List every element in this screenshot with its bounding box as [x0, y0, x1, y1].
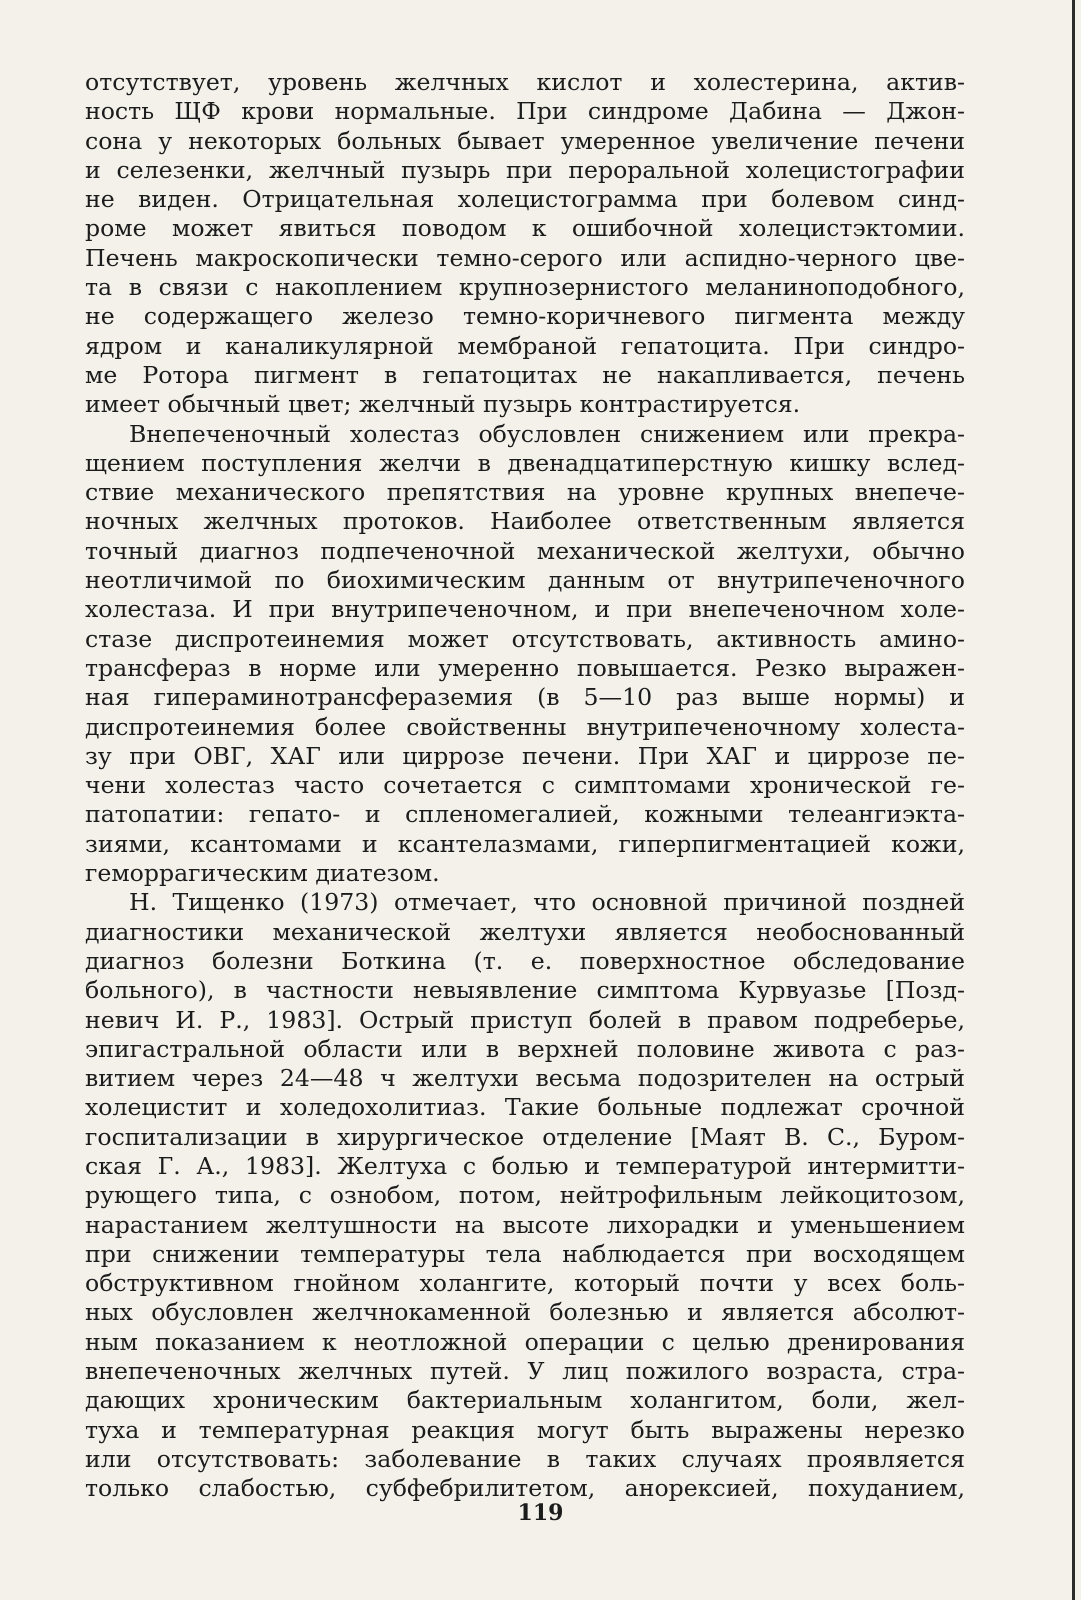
text-line: больного), в частности невыявление симптома Курвуазье [Позд- [85, 976, 965, 1005]
text-line: точный диагноз подпеченочной механической желтухи, обычно [85, 536, 965, 565]
page-edge [1072, 0, 1075, 1600]
text-line: ядром и каналикулярной мембраной гепатоцита. При синдро- [85, 331, 965, 360]
text-line: дающих хроническим бактериальным холангитом, боли, жел- [85, 1386, 965, 1415]
text-line: при снижении температуры тела наблюдается при восходящем [85, 1239, 965, 1268]
text-line: внепеченочных желчных путей. У лиц пожилого возраста, стра- [85, 1357, 965, 1386]
text-line: стазе диспротеинемия может отсутствовать, активность амино- [85, 624, 965, 653]
text-line: эпигастральной области или в верхней половине живота с раз- [85, 1034, 965, 1063]
text-line: не виден. Отрицательная холецистограмма при болевом синд- [85, 185, 965, 214]
body-text [85, 68, 965, 1504]
text-line: витием через 24—48 ч желтухи весьма подозрителен на острый [85, 1064, 965, 1093]
paragraph-2 [85, 420, 965, 889]
text-line: зу при ОВГ, ХАГ или циррозе печени. При ХАГ и циррозе пе- [85, 741, 965, 770]
text-line: не содержащего железо темно-коричневого пигмента между [85, 302, 965, 331]
text-line: ская Г. А., 1983]. Желтуха с болью и температурой интермитти- [85, 1151, 965, 1180]
text-line: ных обусловлен желчнокаменной болезнью и является абсолют- [85, 1298, 965, 1327]
page-number: 119 [517, 1500, 564, 1526]
text-line: рующего типа, с ознобом, потом, нейтрофильным лейкоцитозом, [85, 1181, 965, 1210]
text-line: холецистит и холедохолитиаз. Такие больные подлежат срочной [85, 1093, 965, 1122]
text-line: диагноз болезни Боткина (т. е. поверхностное обследование [85, 946, 965, 975]
text-line: ствие механического препятствия на уровне крупных внепече- [85, 478, 965, 507]
text-line: чени холестаз часто сочетается с симптомами хронической ге- [85, 771, 965, 800]
text-line: диагностики механической желтухи является необоснованный [85, 917, 965, 946]
text-line: ная гипераминотрансфераземия (в 5—10 раз выше нормы) и [85, 683, 965, 712]
text-line: Печень макроскопически темно-серого или аспидно-черного цве- [85, 243, 965, 272]
text-line: туха и температурная реакция могут быть выражены нерезко [85, 1415, 965, 1444]
text-line: ме Ротора пигмент в гепатоцитах не накапливается, печень [85, 360, 965, 389]
text-line: Внепеченочный холестаз обусловлен снижением или прекра- [129, 419, 965, 448]
text-line: невич И. Р., 1983]. Острый приступ болей в правом подреберье, [85, 1005, 965, 1034]
text-line: и селезенки, желчный пузырь при пероральной холецистографии [85, 155, 965, 184]
text-line: геморрагическим диатезом. [85, 859, 440, 888]
text-line: ным показанием к неотложной операции с целью дренирования [85, 1327, 965, 1356]
text-line: та в связи с накоплением крупнозернистого меланиноподобного, [85, 273, 965, 302]
text-line: неотличимой по биохимическим данным от внутрипеченочного [85, 566, 965, 595]
paragraph-1 [85, 68, 965, 420]
text-line: ность ЩФ крови нормальные. При синдроме Дабина — Джон- [85, 97, 965, 126]
text-line: или отсутствовать: заболевание в таких случаях проявляется [85, 1444, 965, 1473]
text-line: роме может явиться поводом к ошибочной холецистэктомии. [85, 214, 965, 243]
text-line: имеет обычный цвет; желчный пузырь контрастируется. [85, 390, 801, 419]
text-line: сона у некоторых больных бывает умеренное увеличение печени [85, 126, 965, 155]
text-line: щением поступления желчи в двенадцатиперстную кишку вслед- [85, 448, 965, 477]
text-line: холестаза. И при внутрипеченочном, и при внепеченочном холе- [85, 595, 965, 624]
text-line: госпитализации в хирургическое отделение [Маят В. С., Буром- [85, 1122, 965, 1151]
text-line: отсутствует, уровень желчных кислот и холестерина, актив- [85, 68, 965, 96]
text-line: ночных желчных протоков. Наиболее ответственным является [85, 507, 965, 536]
text-line: трансфераз в норме или умеренно повышается. Резко выражен- [85, 653, 965, 682]
text-line: патопатии: гепато- и спленомегалией, кожными телеангиэкта- [85, 800, 965, 829]
paragraph-3 [85, 888, 965, 1503]
text-line: Н. Тищенко (1973) отмечает, что основной причиной поздней [129, 888, 965, 917]
text-line: зиями, ксантомами и ксантелазмами, гиперпигментацией кожи, [85, 829, 965, 858]
text-line: диспротеинемия более свойственны внутрипеченочному холеста- [85, 712, 965, 741]
text-line: нарастанием желтушности на высоте лихорадки и уменьшением [85, 1210, 965, 1239]
text-line: обструктивном гнойном холангите, который почти у всех боль- [85, 1269, 965, 1298]
text-line: только слабостью, субфебрилитетом, анорексией, похуданием, [85, 1474, 965, 1503]
